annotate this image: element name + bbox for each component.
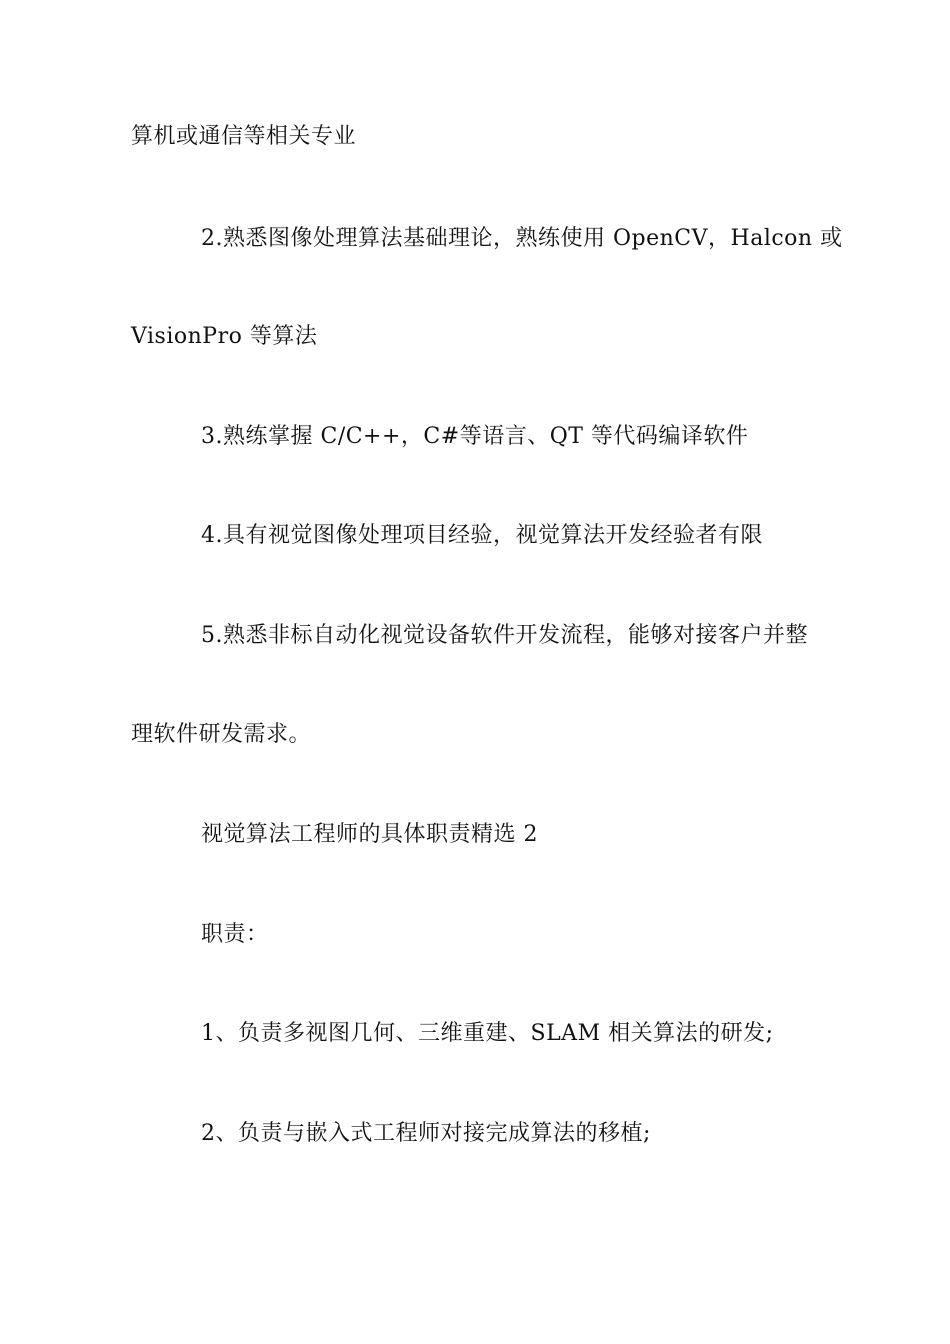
requirement-item-2: 2.熟悉图像处理算法基础理论，熟练使用 OpenCV，Halcon 或 xyxy=(201,226,843,251)
requirement-item-5-continuation: 理软件研发需求。 xyxy=(131,722,312,747)
requirement-item-2-continuation: VisionPro 等算法 xyxy=(131,324,318,349)
duties-label: 职责： xyxy=(201,922,269,947)
requirement-item-5: 5.熟悉非标自动化视觉设备软件开发流程，能够对接客户并整 xyxy=(201,623,808,648)
section-heading: 视觉算法工程师的具体职责精选 2 xyxy=(201,822,538,847)
requirement-item-3: 3.熟练掌握 C/C++，C#等语言、QT 等代码编译软件 xyxy=(201,424,749,449)
text-line-continuation: 算机或通信等相关专业 xyxy=(131,124,357,149)
duty-item-2: 2、负责与嵌入式工程师对接完成算法的移植; xyxy=(201,1121,651,1146)
duty-item-1: 1、负责多视图几何、三维重建、SLAM 相关算法的研发; xyxy=(201,1021,774,1046)
requirement-item-4: 4.具有视觉图像处理项目经验，视觉算法开发经验者有限 xyxy=(201,523,763,548)
